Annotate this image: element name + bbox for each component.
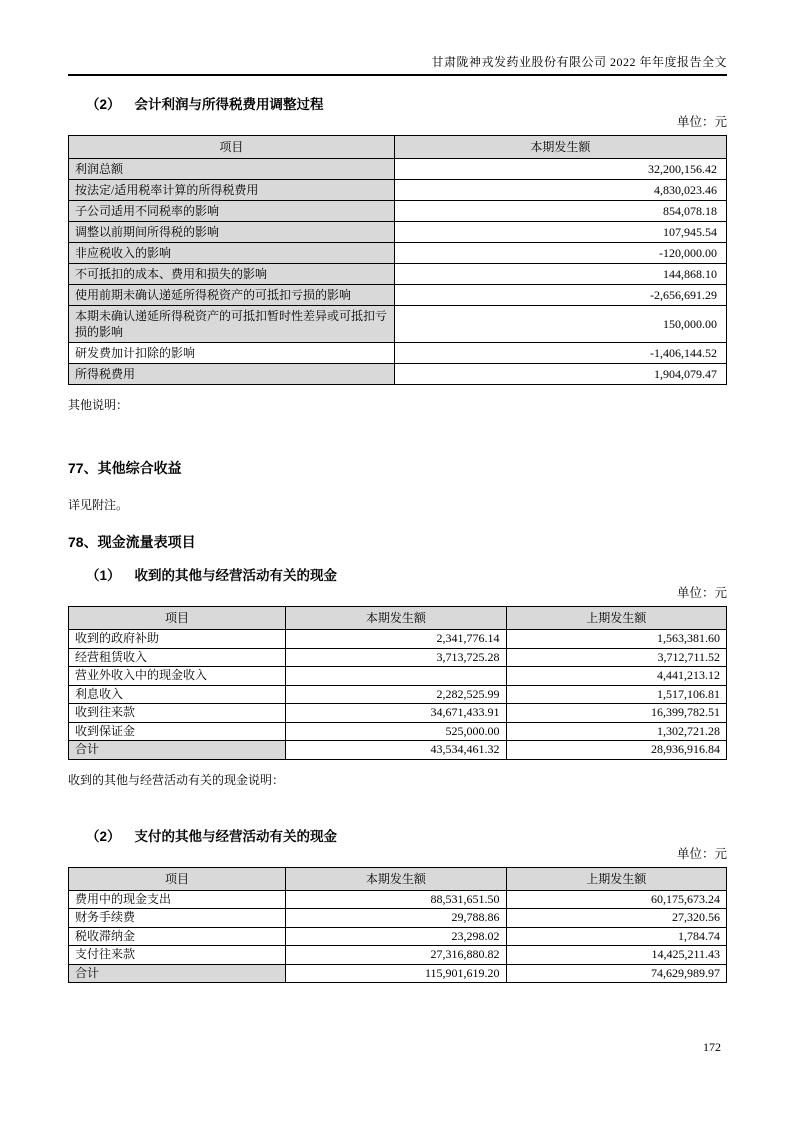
row-label: 按法定/适用税率计算的所得税费用 [69,180,395,201]
table-row [69,630,727,649]
row-current: 2,282,525.99 [286,685,506,704]
unit-label: 单位：元 [676,846,727,861]
row-value: 4,830,023.46 [394,180,726,201]
column-header-current: 本期发生额 [286,607,506,630]
table-header-row [69,136,727,159]
row-prior: 1,517,106.81 [506,685,726,704]
section-title-tax-adjustment [68,96,727,114]
row-label: 经营租赁收入 [69,648,286,667]
row-label: 不可抵扣的成本、费用和损失的影响 [69,264,395,285]
row-prior: 14,425,211.43 [506,946,726,965]
income-tax-adjustment-table [68,135,727,385]
table-row [69,667,727,686]
row-prior: 3,712,711.52 [506,648,726,667]
cash-received-note: 收到的其他与经营活动有关的现金说明： [68,772,285,787]
row-current: 23,298.02 [286,927,506,946]
row-label: 合计 [69,741,286,760]
section-77-title: 77、其他综合收益 [68,460,182,476]
row-value: 32,200,156.42 [394,159,726,180]
row-label: 收到的政府补助 [69,630,286,649]
report-header-title: 甘肃陇神戎发药业股份有限公司 2022 年年度报告全文 [431,55,727,69]
row-label: 调整以前期间所得税的影响 [69,222,395,243]
subsection-number: （2） [86,828,121,844]
table-row [69,222,727,243]
table-total-row [69,741,727,760]
unit-label: 单位：元 [676,115,727,129]
page-number: 172 [703,1040,721,1054]
row-value: -120,000.00 [394,243,726,264]
row-prior: 16,399,782.51 [506,704,726,723]
column-header-prior: 上期发生额 [506,607,726,630]
row-value: -1,406,144.52 [394,343,726,364]
table-row [69,648,727,667]
row-current: 43,534,461.32 [286,741,506,760]
row-prior: 4,441,213.12 [506,667,726,686]
row-label: 合计 [69,964,286,983]
row-label: 子公司适用不同税率的影响 [69,201,395,222]
row-current: 88,531,651.50 [286,890,506,909]
row-label: 利润总额 [69,159,395,180]
row-current: 3,713,725.28 [286,648,506,667]
column-header-prior: 上期发生额 [506,867,726,890]
table-row [69,946,727,965]
section-78-title: 78、现金流量表项目 [68,534,196,550]
table-header-row [69,607,727,630]
see-notes-text: 详见附注。 [68,498,129,512]
report-header [68,0,727,76]
column-header-item: 项目 [69,607,286,630]
table-row [69,722,727,741]
row-value: 144,868.10 [394,264,726,285]
row-current: 115,901,619.20 [286,964,506,983]
row-current: 2,341,776.14 [286,630,506,649]
row-label: 费用中的现金支出 [69,890,286,909]
column-header-item: 项目 [69,136,395,159]
row-value: 107,945.54 [394,222,726,243]
column-header-current: 本期发生额 [286,867,506,890]
row-prior: 28,936,916.84 [506,741,726,760]
row-label: 税收滞纳金 [69,927,286,946]
row-current: 27,316,880.82 [286,946,506,965]
table-row [69,159,727,180]
row-value: 1,904,079.47 [394,364,726,385]
table-row [69,890,727,909]
row-current [286,667,506,686]
row-prior: 27,320.56 [506,909,726,928]
row-value: 854,078.18 [394,201,726,222]
table-row [69,927,727,946]
table-row [69,180,727,201]
row-current: 34,671,433.91 [286,704,506,723]
column-header-current: 本期发生额 [394,136,726,159]
table-row [69,264,727,285]
row-label: 利息收入 [69,685,286,704]
cash-paid-table [68,867,727,984]
subsection-number: （1） [86,568,121,583]
row-label: 财务手续费 [69,909,286,928]
row-label: 研发费加计扣除的影响 [69,343,395,364]
subsection-cash-paid-title [68,828,727,846]
row-prior: 74,629,989.97 [506,964,726,983]
section-number: （2） [86,97,121,112]
row-current: 29,788.86 [286,909,506,928]
row-label: 收到往来款 [69,704,286,723]
table-row [69,343,727,364]
subsection-cash-received-title [68,567,727,585]
table-row [69,306,727,343]
row-prior: 1,563,381.60 [506,630,726,649]
row-label: 营业外收入中的现金收入 [69,667,286,686]
other-note: 其他说明： [68,398,129,412]
row-current: 525,000.00 [286,722,506,741]
subsection-text: 支付的其他与经营活动有关的现金 [134,828,338,844]
table-row [69,685,727,704]
table-row [69,285,727,306]
row-prior: 1,302,721.28 [506,722,726,741]
table-row [69,364,727,385]
row-label: 所得税费用 [69,364,395,385]
section-text: 会计利润与所得税费用调整过程 [134,97,324,112]
subsection-text: 收到的其他与经营活动有关的现金 [134,568,338,583]
table-row [69,201,727,222]
table-total-row [69,964,727,983]
table-header-row [69,867,727,890]
unit-label: 单位：元 [676,586,727,600]
row-value: 150,000.00 [394,306,726,343]
cash-received-table [68,606,727,760]
table-row [69,704,727,723]
table-row [69,909,727,928]
table-row [69,243,727,264]
row-prior: 60,175,673.24 [506,890,726,909]
page-content [68,96,727,983]
row-label: 收到保证金 [69,722,286,741]
row-label: 非应税收入的影响 [69,243,395,264]
row-prior: 1,784.74 [506,927,726,946]
row-label: 支付往来款 [69,946,286,965]
row-label: 本期未确认递延所得税资产的可抵扣暂时性差异或可抵扣亏损的影响 [69,306,395,343]
row-value: -2,656,691.29 [394,285,726,306]
column-header-item: 项目 [69,867,286,890]
row-label: 使用前期未确认递延所得税资产的可抵扣亏损的影响 [69,285,395,306]
